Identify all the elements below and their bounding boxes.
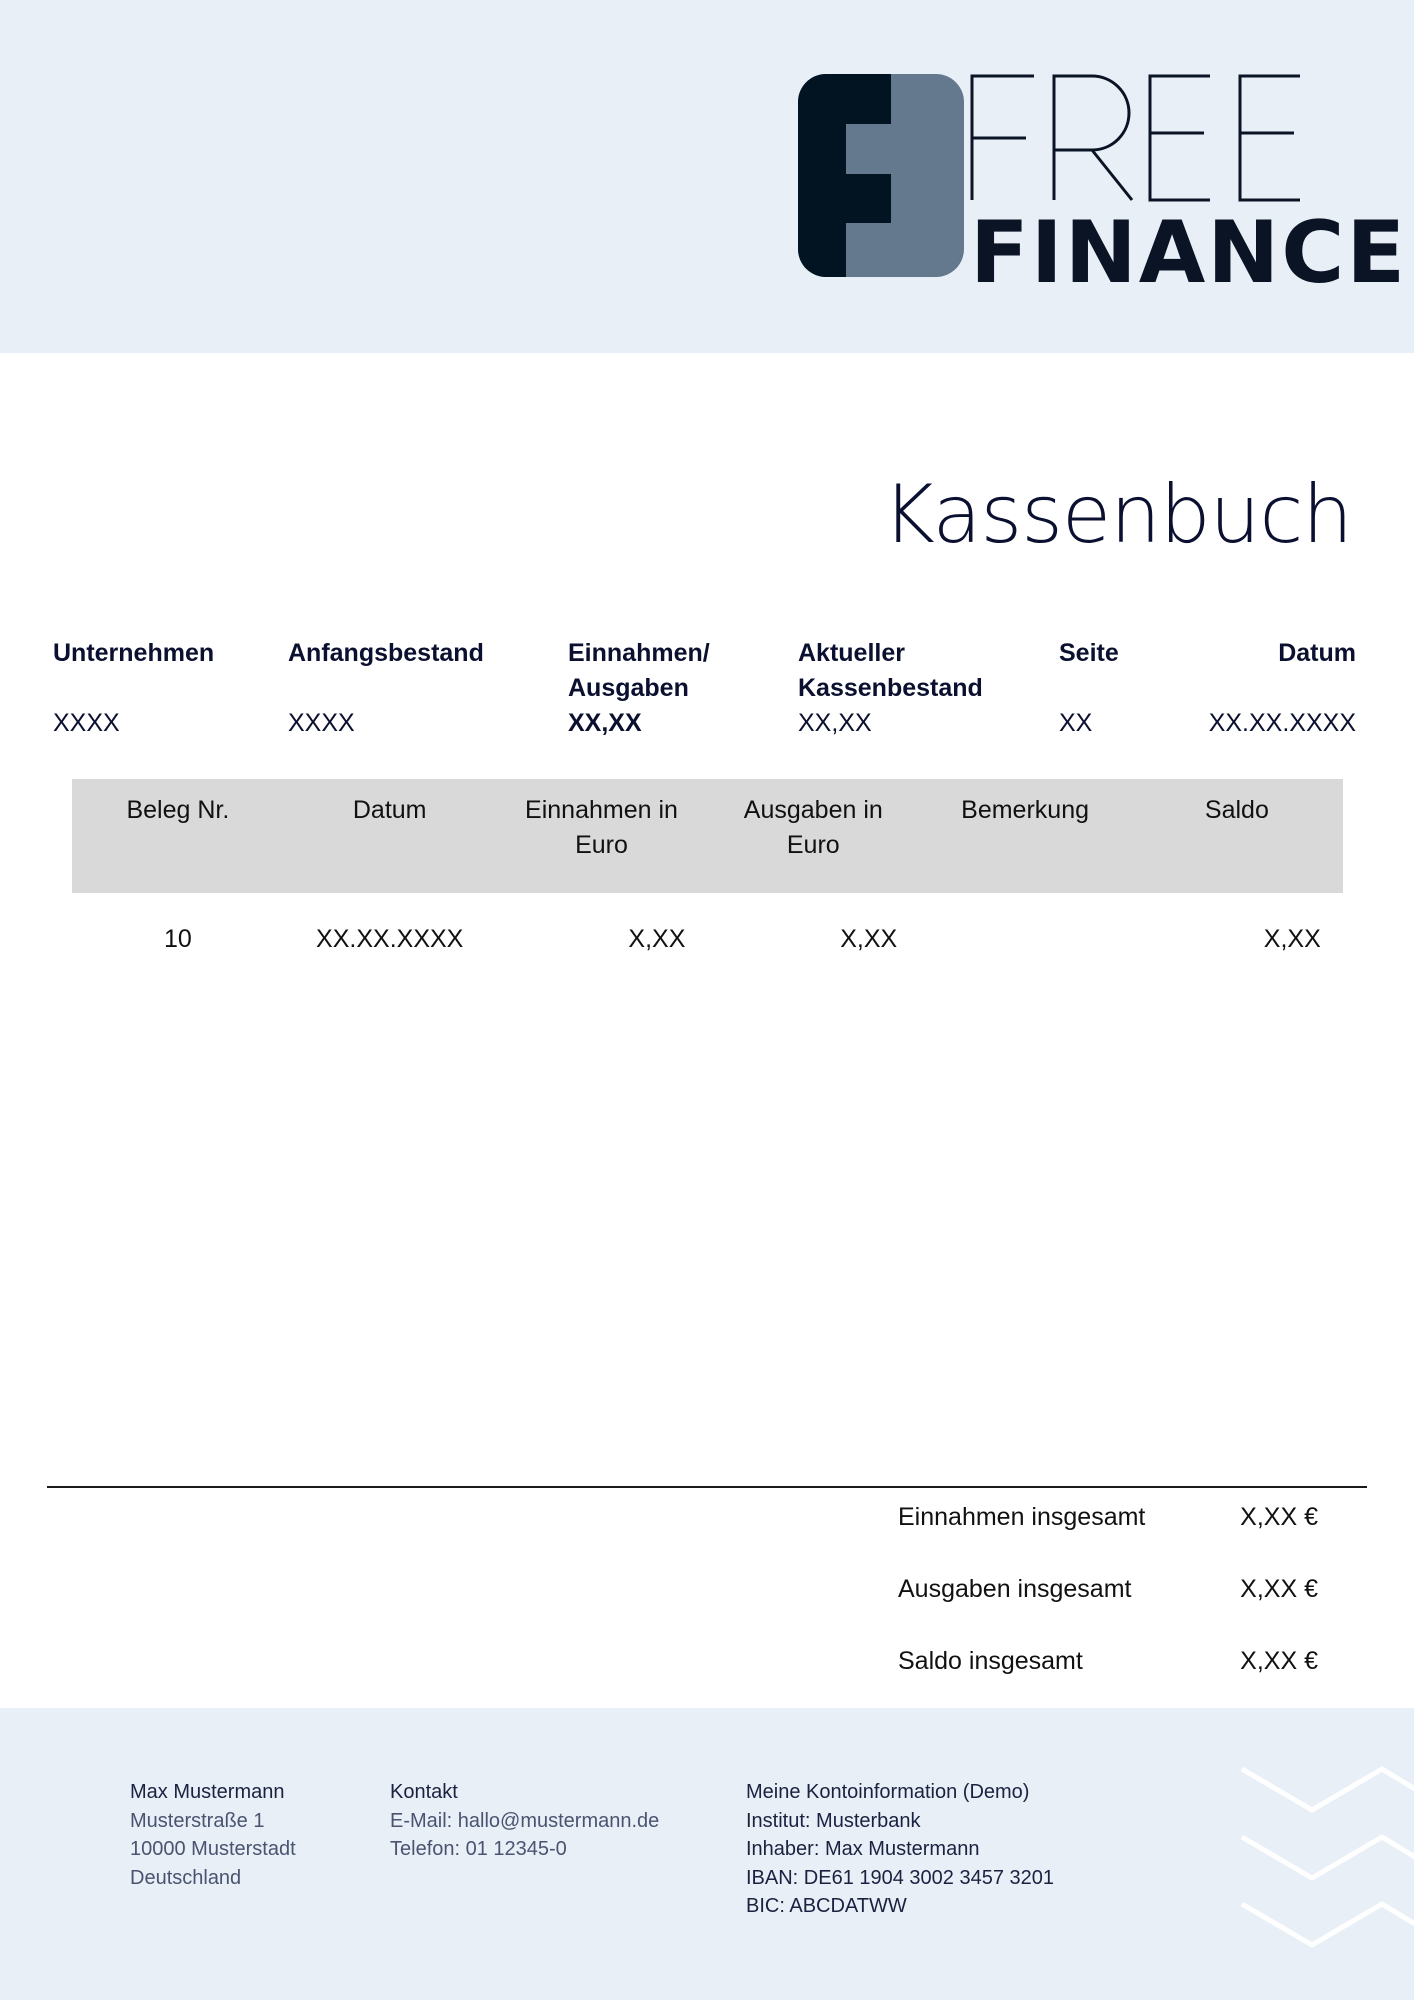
table-body [72,893,1343,965]
totals-divider [47,1486,1367,1488]
cell-saldo[interactable]: X,XX [1263,925,1321,953]
total-value[interactable]: X,XX € [1240,1575,1318,1603]
meta-anfangsbestand [288,636,484,737]
free-finance-logo [798,74,1408,303]
total-value[interactable]: X,XX € [1240,1647,1318,1675]
footer-bank-iban: IBAN: DE61 1904 3002 3457 3201 [746,1866,1055,1889]
meta-value[interactable]: XXXX [53,709,120,737]
cell-beleg-nr[interactable]: 10 [163,925,192,953]
footer-email[interactable]: E-Mail: hallo@mustermann.de [390,1809,660,1832]
column-header-ausgaben: Ausgaben in Euro [743,796,883,859]
total-label: Ausgaben insgesamt [898,1575,1132,1603]
footer-bank-heading: Meine Kontoinformation (Demo) [746,1781,1030,1803]
page-title: Kassenbuch [882,468,1352,561]
meta-label-line2: Ausgaben [568,674,689,702]
total-label: Einnahmen insgesamt [898,1503,1146,1531]
footer-phone[interactable]: Telefon: 01 12345-0 [390,1838,567,1860]
meta-label: Unternehmen [53,639,215,667]
meta-value[interactable]: XX [1059,709,1093,737]
logo-f-mark-icon [798,74,964,277]
total-ausgaben [898,1572,1318,1644]
footer-bank-info [746,1778,1054,1921]
cashbook-table [72,779,1343,965]
meta-einnahmen-ausgaben [568,636,710,741]
meta-label: Anfangsbestand [288,639,484,667]
footer-address [130,1778,296,1892]
meta-value[interactable]: XX,XX [568,709,642,737]
header-band [0,0,1414,353]
meta-label-line1: Einnahmen/ [568,639,710,667]
totals-block [898,1500,1318,1716]
footer [0,1708,1414,2000]
cell-bemerkung[interactable] [919,893,1131,965]
cell-einnahmen[interactable]: X,XX [628,925,686,953]
meta-label-line1: Aktueller [798,639,905,667]
footer-bank-institut: Institut: Musterbank [746,1809,921,1832]
meta-value[interactable]: XX.XX.XXXX [1208,709,1356,737]
column-header-beleg-nr: Beleg Nr. [126,796,230,824]
meta-label: Datum [1278,639,1356,667]
zigzag-pattern-icon [1230,1748,1414,1968]
footer-bank-inhaber: Inhaber: Max Mustermann [746,1838,980,1860]
column-header-einnahmen: Einnahmen in Euro [525,796,678,859]
meta-label: Seite [1059,639,1119,667]
meta-aktueller-kassenbestand [798,636,983,741]
meta-datum [1208,636,1356,737]
meta-value[interactable]: XX,XX [798,709,872,737]
footer-country: Deutschland [130,1866,242,1889]
total-einnahmen [898,1500,1318,1572]
meta-seite [1059,636,1119,737]
column-header-saldo: Saldo [1204,796,1269,824]
table-header [72,779,1343,893]
table-row [72,893,1343,965]
meta-unternehmen [53,636,215,737]
column-header-datum: Datum [352,796,427,824]
total-label: Saldo insgesamt [898,1647,1083,1675]
cell-ausgaben[interactable]: X,XX [840,925,898,953]
meta-value[interactable]: XXXX [288,709,355,737]
logo-finance-wordmark: FINANCE [970,203,1408,303]
cell-datum[interactable]: XX.XX.XXXX [316,925,464,953]
footer-city: 10000 Musterstadt [130,1838,296,1860]
footer-street: Musterstraße 1 [130,1809,265,1832]
footer-contact-heading: Kontakt [390,1781,458,1803]
footer-contact [390,1778,659,1864]
footer-bank-bic: BIC: ABCDATWW [746,1895,907,1917]
footer-name: Max Mustermann [130,1781,285,1803]
meta-label-line2: Kassenbestand [798,674,983,702]
logo-free-wordmark [970,74,1374,204]
column-header-bemerkung: Bemerkung [961,796,1090,824]
total-saldo [898,1644,1318,1716]
total-value[interactable]: X,XX € [1240,1503,1318,1531]
